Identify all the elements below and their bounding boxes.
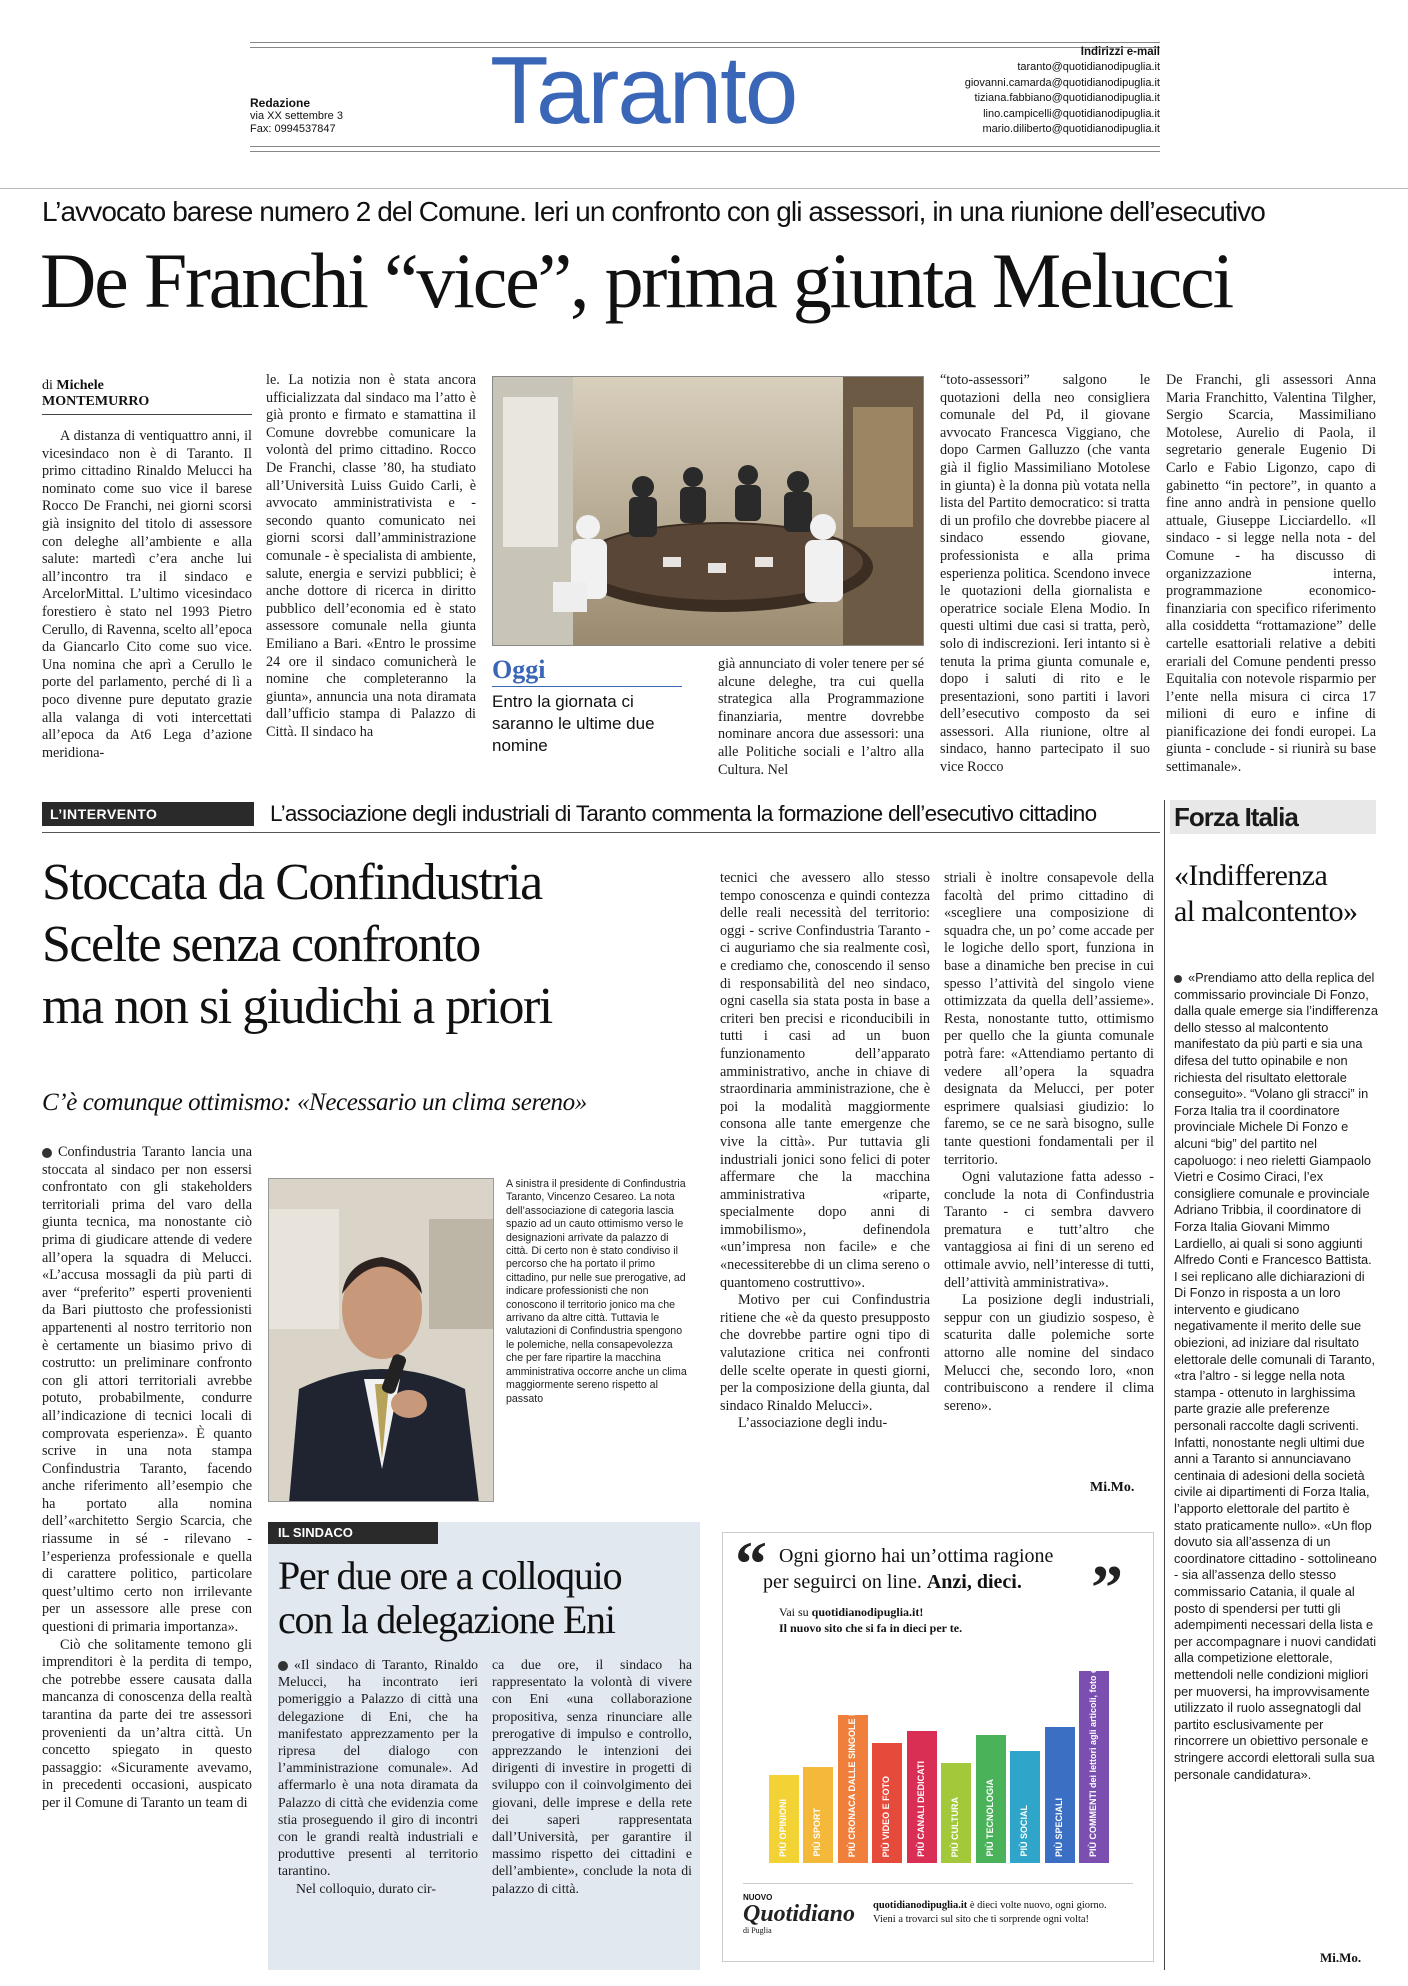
ad-headline-b: per seguirci on line. — [763, 1571, 922, 1593]
email-list — [965, 60, 1160, 138]
paragraph: A distanza di ventiquattro anni, il vicesindaco non è di Taranto. Il primo cittadino Rinaldo Melucci ha nominato come suo vice il barese Rocco De Franchi, nei giorni scorsi già insignito del titolo di assessore con deleghe all’ambiente e alla salute: martedì c’era anche lui all’incontro tra il sindaco e ArcelorMittal. L’ultimo vicesindaco forestiero è stato nel 1993 Pietro Cerullo, di Ravenna, scelto all’epoca da Giancarlo Cito come suo vice. Una nomina che aprì a Cerullo le porte del parlamento, perché di lì a poco divenne pure deputato grazie alla valanga di voti intercettati all’epoca da At6 Lega d’azione meridiona- — [42, 428, 252, 761]
email-label: Indirizzi e-mail — [1080, 46, 1160, 58]
ad-bar-label: PIÙ OPINIONI — [778, 1798, 788, 1857]
title-line: con la delegazione Eni — [278, 1597, 615, 1642]
sindaco-title — [278, 1554, 698, 1642]
ad-footer-a: è dieci volte nuovo, ogni giorno. — [969, 1900, 1107, 1911]
sindaco-col-1 — [278, 1656, 478, 1897]
ad-logo — [743, 1893, 863, 1943]
meeting-photo-art — [493, 377, 924, 646]
ad-bar-label: PIÙ CANALI DEDICATI — [915, 1761, 926, 1857]
confindustria-subtitle: C’è comunque ottimismo: «Necessario un clima sereno» — [42, 1089, 587, 1116]
ad-bar-label: PIÙ SOCIAL — [1019, 1805, 1030, 1857]
paragraph: le. La notizia non è stata ancora ufficializzata dal sindaco ma l’atto è già pronto e firmato e stamattina il Comune dovrebbe comunicare la volontà del primo cittadino. Rocco De Franchi, classe ’80, ha studiato all’Università Luiss Guido Carli, è avvocato amministrativista e - secondo quanto comunicato nei giorni scorsi dall’amministrazione comunale - è specialista di ambiente, salute, energia e servizi pubblici; è anche dottore di ricerca in diritto pubblico dell’economia ed è stato assessore comunale nella giunta Emiliano a Bari. «Entro le prossime 24 ore il sindaco comunicherà le nomine che completeranno la giunta», annuncia una nota diramata dall’ufficio stampa di Palazzo di Città. Il sindaco ha — [266, 372, 476, 740]
ad-logo-main: Quotidiano — [743, 1901, 856, 1927]
ad-bar — [1079, 1641, 1109, 1863]
main-col-2 — [266, 372, 476, 741]
ad-footer-b: Vieni a trovarci sul sito che ti sorprende ogni volta! — [873, 1914, 1090, 1925]
ad-bar — [976, 1735, 1006, 1863]
main-col-3b — [718, 656, 924, 779]
oggi-box — [492, 656, 682, 757]
main-col-5 — [1166, 372, 1376, 777]
redazione-fax: Fax: 0994537847 — [250, 123, 336, 135]
forza-title — [1174, 858, 1378, 930]
ad-vai-prefix: Vai su — [779, 1605, 809, 1619]
paragraph: striali è inoltre consapevole della facoltà del primo cittadino di «scegliere una composizione di squadra che, un po’ come accade per le logiche dello sport, funziona in base a dinamiche ben precise in cui spesso l’attività del singolo viene ottimizzata da quella dell’assieme». Resta, nonostante tutto, ottimismo per quello che la giunta comunale potrà fare: «Attendiamo pertanto di vedere all’opera la squadra designata da Melucci, per poter esprimere qualsiasi giudizio: lo faremo, se ce ne sarà bisogno, sulle tante questioni fondamentali per il territorio. — [944, 870, 1154, 1168]
redazione-label: Redazione — [250, 96, 311, 110]
ad-bar-label: PIÙ VIDEO E FOTO — [881, 1775, 892, 1857]
ad-bar — [907, 1731, 937, 1863]
cesareo-photo-art — [269, 1179, 494, 1502]
ad-bar-label: PIÙ CRONACA DALLE SINGOLE PROVINCE — [846, 1668, 857, 1857]
paragraph: tecnici che avessero allo stesso tempo conoscenza e quindi contezza delle reali necessità del territorio: oggi - scrive Confindustria Taranto - ci auguriamo che sia realmente così, e crediamo che, conoscendo il senso di responsabilità del neo sindaco, ogni casella sia stata posta in base a criteri ben precisi e riconducibili in tutti i casi ad un buon funzionamento dell’apparato amministrativo, anche in chiave di straordinaria amministrazione, che è poi la modalità maggiormente consona alle tante emergenze che vive la città». Pur tuttavia gli industriali jonici sono felici di poter affermare che la macchina amministrativa «riparte, specialmente dopo anni di immobilismo», definendola «un’impresa non facile» e che «necessiterebbe di un clima sereno o quantomeno costruttivo». — [720, 870, 930, 1291]
ad-logo-small: NUOVO — [743, 1893, 773, 1902]
intervento-tag: L’INTERVENTO — [42, 802, 254, 826]
ad-vai — [779, 1605, 923, 1620]
paragraph: Ogni valutazione fatta adesso - conclude la nota di Confindustria Taranto - ci sembra davvero prematura e tutt’altro che vantaggiosa ai fini di un sereno ed ottimale avvio, nell’interesse di tutti, dell’attività amministrativa». — [944, 1169, 1154, 1291]
ad-divider — [743, 1883, 1133, 1884]
paragraph: ca due ore, il sindaco ha rappresentato la volontà di vivere con Eni «una collaborazione propositiva, senza rinunciare alle prerogative di impulso e controllo, apprezzando le intenzioni dei dirigenti di investire in progetti di sviluppo con il coinvolgimento dei giovani, delle imprese e della rete dei saperi rappresentata dall’Università, per garantire il massimo rispetto dei cittadini e dell’ambiente», conclude la nota di palazzo di città. — [492, 1657, 692, 1896]
paragraph: Confindustria Taranto lancia una stoccata al sindaco per non essersi confrontato con gli stakeholders territoriali prima del varo della giunta tecnica, ma nonostante ciò prima di giudicare attende di vedere all’opera la squadra di Melucci. «L’accusa mossagli da più parti di aver “preferito” esperti provenienti da Bari piuttosto che professionisti appartenenti al nostro territorio non è certamente un biasimo privo di costrutto: un preliminare confronto con gli attori territoriali avrebbe potuto, probabilmente, condurre all’indicazione di tecnici locali di comprovata esperienza». È quanto scrive in una nota stampa Confindustria Taranto, facendo anche riferimento all’esempio che ha portato alla nomina dell’«architetto Sergio Scarcia, che riassume in sé - rilevano - l’esperienza professionale e quella di carattere politico, particolare quest’ultimo certo non irrilevante per un assessore alle prese con questioni di primaria importanza». — [42, 1144, 252, 1636]
forza-tag: Forza Italia — [1174, 802, 1298, 832]
ad-box — [722, 1528, 1154, 1962]
forza-text: «Prendiamo atto della replica del commissario provinciale Di Fonzo, dalla quale emerge sia l’indifferenza dello stesso al malcontento manifestato da più parti e sia una difesa del tutto opinabile e non richiesta del risultato elettorale conseguito». “Volano gli stracci” in Forza Italia tra il coordinatore provinciale Michele Di Fonzo e alcuni “big” del partito nel capoluogo: i neo rieletti Giampaolo Vietri e Cosimo Ciraci, l’ex consigliere comunale e provinciale Adriano Tribbia, il coordinatore di Forza Italia Giovani Mimmo Lardiello, ai quali si sono aggiunti Alfredo Conti e Francesco Battista. I sei replicano alle dichiarazioni di Di Fonzo in risposta a un loro intervento e giudicano negativamente il merito delle sue obiezioni, ad iniziare dal risultato elettorale delle comunali di Taranto, «tra l’altro - si legge nella nota stampa - ottenuto in larghissima parte grazie alle preferenze personali raccolte dagli scriventi. Infatti, nonostante negli ultimi due anni a Taranto si annunciavano centinaia di adesioni della società civile ai dipartimenti di Forza Italia, l’apporto elettorale del partito è stato praticamente nullo». «Un flop dovuto sia all’assenza di un coordinatore cittadino - sottolineano - sia all’assenza dello stesso commissario Catania, il quale al posto di spendersi per tutti gli adempimenti necessari della lista e per accompagnare i nuovi candidati alla competizione elettorale, mettendoli nelle condizioni migliori per muoversi, ha improvvisamente utilizzato il ruolo assegnatogli dal partito esclusivamente per rincorrere un obiettivo personale e stringere accordi elettorali sulla sua personale candidatura». — [1174, 970, 1378, 1782]
sindaco-tag: IL SINDACO — [268, 1522, 438, 1544]
ad-bars — [769, 1641, 1109, 1863]
ad-bar — [872, 1743, 902, 1863]
byline-last: MONTEMURRO — [42, 394, 150, 409]
close-quote-icon: ” — [1091, 1552, 1123, 1623]
ad-bar-label: PIÙ CULTURA — [950, 1796, 961, 1857]
ad-footer-site[interactable]: quotidianodipuglia.it — [873, 1900, 968, 1911]
main-kicker: L’avvocato barese numero 2 del Comune. Ieri un confronto con gli assessori, in una riunione dell’esecutivo — [42, 196, 1265, 227]
oggi-title: Oggi — [492, 655, 546, 684]
ad-bar — [1045, 1727, 1075, 1863]
ad-bar — [838, 1668, 868, 1863]
paragraph: Nel colloquio, durato cir- — [296, 1880, 436, 1896]
ad-vai-site[interactable]: quotidianodipuglia.it! — [811, 1605, 924, 1619]
ad-headline-a: Ogni giorno hai un’ottima ragione — [779, 1545, 1054, 1567]
title-line: Stoccata da Confindustria — [42, 854, 542, 911]
ad-bar — [803, 1767, 833, 1863]
byline-prefix: di — [42, 378, 53, 393]
forza-text-wrap — [1174, 970, 1378, 1783]
ad-bar — [769, 1775, 799, 1863]
title-line: «Indifferenza — [1174, 859, 1328, 892]
redazione-address: via XX settembre 3 — [250, 110, 343, 122]
ad-footer — [873, 1899, 1143, 1927]
byline-first: Michele — [56, 378, 104, 393]
title-line: Scelte senza confronto — [42, 916, 480, 973]
cesareo-photo — [268, 1178, 494, 1502]
ad-headline-line2 — [763, 1571, 1022, 1594]
paragraph: La posizione degli industriali, seppur con un giudizio sospeso, è scaturita dalle polemiche sorte attorno alle nomine del sindaco Melucci che, secondo loro, «non contribuiscono a rendere il clima sereno». — [944, 1292, 1154, 1414]
bullet-icon — [278, 1661, 288, 1671]
forza-signature: Mi.Mo. — [1320, 1950, 1362, 1965]
ad-headline-c: Anzi, dieci. — [926, 1571, 1022, 1593]
main-col-1 — [42, 428, 252, 762]
main-col-4 — [940, 372, 1150, 777]
paragraph: De Franchi, gli assessori Anna Maria Franchitto, Valentina Tilgher, Sergio Scarcia, Massimiliano Motolese, Aurelio di Paola, il segretario generale Eugenio Di Carlo e Fabio Ligonzo, capo di gabinetto “in pectore”, in quanto a fine anno andrà in pensione quello attuale, Giuseppe Licciardello. «Il sindaco - si legge nella nota - del Comune - ha discusso di organizzazione interna, programmazione economico-finanziaria con specifico riferimento alla cosiddetta “rottamazione” delle cartelle esattoriali relative a debiti erariali del Comune pendenti presso Equitalia con notevole risparmio per l’ente nella misura ci circa 17 milioni di euro e infine di pianificazione dei fondi europei. La giunta - conclude - si riunirà su base settimanale». — [1166, 372, 1376, 776]
open-quote-icon: “ — [735, 1528, 767, 1599]
email-item[interactable]: taranto@quotidianodipuglia.it — [1017, 61, 1160, 73]
forza-sidebar-rule — [1164, 800, 1165, 1970]
intervento-strap: L’associazione degli industriali di Taranto commenta la formazione dell’esecutivo cittadino — [270, 801, 1097, 826]
ad-bar-label: PIÙ SPECIALI — [1053, 1797, 1064, 1857]
email-item[interactable]: tiziana.fabbiano@quotidianodipuglia.it — [974, 92, 1160, 104]
masthead-rule-bottom — [250, 146, 1160, 152]
sindaco-col-2 — [492, 1656, 692, 1897]
oggi-text: Entro la giornata ci saranno le ultime due nomine — [492, 692, 655, 755]
ad-logo-sub: di Puglia — [743, 1926, 772, 1935]
ad-bar-label: PIÙ SPORT — [812, 1808, 823, 1857]
masthead — [250, 38, 1160, 156]
cesareo-caption: A sinistra il presidente di Confindustria Taranto, Vincenzo Cesareo. La nota dell’associazione di categoria lascia spazio ad un cauto ottimismo verso le designazioni arrivate da palazzo di città. Di certo non è stato condiviso il percorso che ha portato il primo cittadino, pur nelle sue prerogative, ad indicare professionisti che non conoscono il territorio jonico ma che arrivano da altre città. Tuttavia le valutazioni di Confindustria spengono le polemiche, nella consapevolezza che per fare ripartire la macchina amministrativa occorre anche un clima maggiormente sereno rispetto al passato — [506, 1178, 687, 1405]
confindustria-col-1 — [42, 1144, 252, 1813]
meeting-photo — [492, 376, 924, 646]
paragraph: L’associazione degli indu- — [738, 1415, 888, 1432]
ad-bar-label: PIÙ TECNOLOGIA — [984, 1779, 995, 1857]
ad-subline: Il nuovo sito che si fa in dieci per te. — [779, 1621, 963, 1635]
confindustria-col-2 — [720, 870, 930, 1433]
title-line: ma non si giudichi a priori — [42, 978, 552, 1035]
bullet-icon — [1174, 975, 1182, 983]
confindustria-title — [42, 852, 722, 1038]
byline-rule — [42, 414, 252, 415]
paragraph: già annunciato di voler tenere per sé alcune deleghe, tra cui quella strategica alla Programmazione finanziaria, mentre dovrebbe nominare ancora due assessori: una alle Politiche sociali e l’altro alla Cultura. Nel — [718, 656, 924, 778]
email-item[interactable]: mario.diliberto@quotidianodipuglia.it — [982, 123, 1160, 135]
email-item[interactable]: giovanni.camarda@quotidianodipuglia.it — [964, 76, 1160, 89]
main-title: De Franchi “vice”, prima giunta Melucci — [40, 237, 1233, 324]
section-title: Taranto — [490, 37, 797, 144]
confindustria-signature: Mi.Mo. — [1090, 1480, 1135, 1495]
page-top-rule — [0, 188, 1408, 189]
paragraph: Ciò che solitamente temono gli imprenditori è la perdita di tempo, che potrebbe essere causata dalla mancanza di conoscenza della realtà tarantina da parte dei tre assessori provenienti da un’altra città. Un concetto spiegato in questo passaggio: «Sicuramente avevamo, in precedenti occasioni, auspicato per il Comune di Taranto un team di — [42, 1636, 252, 1811]
bullet-icon — [42, 1148, 52, 1158]
paragraph: Motivo per cui Confindustria ritiene che «è da questo presupposto che dovrebbe partire ogni tipo di valutazione critica nei confronti delle scelte operate in questi giorni, per la composizione della giunta, dal sindaco Rinaldo Melucci». — [720, 1292, 930, 1414]
confindustria-col-3 — [944, 870, 1154, 1415]
title-line: al malcontento» — [1174, 895, 1358, 928]
title-line: Per due ore a colloquio — [278, 1553, 622, 1598]
main-byline — [42, 378, 149, 410]
paragraph: «Il sindaco di Taranto, Rinaldo Melucci, ha incontrato ieri pomeriggio a Palazzo di città una delegazione di Eni, che ha manifestato apprezzamento per la ripresa del dialogo con l’amministrazione comunale». Ad affermarlo è una nota diramata da Palazzo di città che evidenzia come stia proseguendo il giro di incontri con le grandi realtà industriali e produttive presenti al territorio tarantino. — [278, 1657, 478, 1879]
ad-bar — [941, 1763, 971, 1863]
oggi-rule — [492, 686, 682, 687]
intervento-rule — [42, 832, 1160, 833]
email-item[interactable]: lino.campicelli@quotidianodipuglia.it — [983, 107, 1160, 120]
paragraph: “toto-assessori” salgono le quotazioni della neo consigliera comunale del Pd, il giovane avvocato Francesca Viggiano, che dopo Carmen Galluzzo (che vanta già il figlio Massimiliano Motolese in giunta) è la donna più votata nella lista del Partito democratico: si tratta di un profilo che dovrebbe piacere al sindaco essendo giovane, professionista e alla prima esperienza politica. Scendono invece le quotazioni della giornalista e operatrice sociale Elena Modio. In questi ultimi due casi si tratta, però, solo di indiscrezioni. Ieri intanto si è tenuta la prima giunta comunale e, dopo i saluti di rito e le presentazioni, sono partiti i lavori dell’esecutivo composto da sei assessori. Alla riunione, oltre al sindaco, hanno partecipato il suo vice Rocco — [940, 372, 1150, 776]
ad-bar-label: PIÙ COMMENTI dei lettori agli articoli, foto e video — [1088, 1641, 1098, 1857]
ad-bar — [1010, 1751, 1040, 1863]
